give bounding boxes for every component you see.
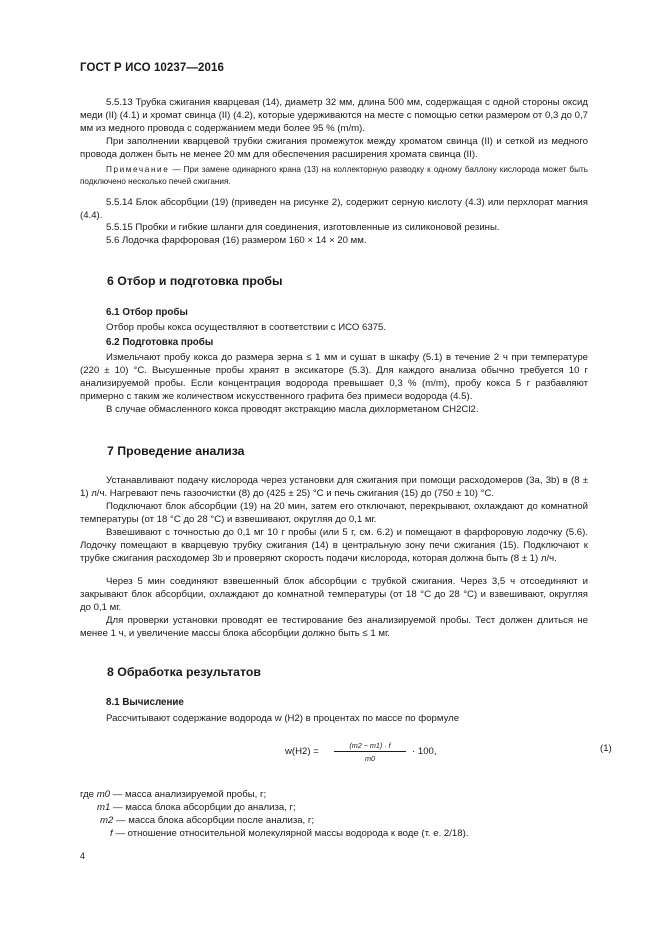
formula-lhs: w(H2) = xyxy=(285,746,319,757)
paragraph-8-1: Рассчитывают содержание водорода w (H2) в процентах по массе по формуле xyxy=(106,713,460,724)
formula-fraction xyxy=(334,741,406,763)
note-label: Примечание xyxy=(106,165,170,174)
paragraph-6-2: Измельчают пробу кокса до размера зерна ≤ 1 мм и сушат в шкафу (5.1) в течение 2 ч при температуре (220 ± 10) °C. Высушенные пробы хранят в эксикаторе (5.3). Для каждого анализа обычно требуется 10 г анализируемой пробы. Если концентрация водорода превышает 0,3 % (m/m), пробу кокса 5 г разбавляют примерно с таким же количеством искусственного графита без примеси водорода (4.5). xyxy=(80,352,588,402)
legend-text: — отношение относительной молекулярной массы водорода к воде (т. е. 2/18). xyxy=(115,828,469,839)
paragraph-5-5-13-fill: При заполнении кварцевой трубки сжигания промежуток между хроматом свинца (II) и сеткой из медного провода должен быть не менее 20 мм для обеспечения расширения хромата свинца (II). xyxy=(80,136,588,160)
section-7-heading: 7 Проведение анализа xyxy=(107,444,245,458)
paragraph-7-4: Через 5 мин соединяют взвешенный блок абсорбции с трубкой сжигания. Через 3,5 ч отсоединяют и закрывают блок абсорбции, охлаждают до комнатной температуры (от 18 °C до 28 °C) и взвешивают, округляя до 0,1 мг. xyxy=(80,576,588,613)
formula-numerator: (m2 − m1) · f xyxy=(334,741,406,752)
paragraph-5-5-14: 5.5.14 Блок абсорбции (19) (приведен на рисунке 2), содержит серную кислоту (4.3) или перхлорат магния (4.4). xyxy=(80,197,588,221)
legend-symbol: f xyxy=(110,828,113,839)
legend-symbol: m1 xyxy=(97,802,111,813)
legend-item-m0 xyxy=(80,789,266,800)
section-6-2-heading: 6.2 Подготовка пробы xyxy=(106,337,214,348)
paragraph-5-5-15: 5.5.15 Пробки и гибкие шланги для соединения, изготовленные из силиконовой резины. xyxy=(106,222,500,233)
legend-lead: где xyxy=(80,789,95,800)
paragraph-5-5-13: 5.5.13 Трубка сжигания кварцевая (14), диаметр 32 мм, длина 500 мм, содержащая с одной стороны оксид меди (II) (4.1) и хромат свинца (II) (4.2), которые удерживаются на месте с помощью сетки размером от 0,3 до 0,7 мм из медного провода с содержанием меди более 95 % (m/m). xyxy=(80,97,588,134)
paragraph-7-5: Для проверки установки проводят ее тестирование без анализируемой пробы. Тест должен длиться не менее 1 ч, и увеличение массы блока абсорбции должно быть ≤ 1 мг. xyxy=(80,615,588,639)
legend-text: — масса анализируемой пробы, г; xyxy=(112,789,267,800)
section-8-heading: 8 Обработка результатов xyxy=(107,665,261,679)
legend-item-f xyxy=(110,828,468,839)
note-text: — При замене одинарного крана (13) на коллекторную разводку к одному баллону кислорода может быть подключено несколько печей сжигания. xyxy=(80,165,588,186)
section-6-heading: 6 Отбор и подготовка пробы xyxy=(107,274,283,288)
paragraph-6-1: Отбор пробы кокса осуществляют в соответствии с ИСО 6375. xyxy=(106,322,387,333)
legend-item-m2 xyxy=(100,815,314,826)
paragraph-7-1: Устанавливают подачу кислорода через установки для сжигания при помощи расходомеров (3а, 3b) в (8 ± 1) л/ч. Нагревают печь газоочистки (8) до (425 ± 25) °C и печь сжигания (15) до (750 ± 10) °C. xyxy=(80,475,588,499)
legend-symbol: m0 xyxy=(96,789,111,800)
page-number: 4 xyxy=(80,851,86,861)
legend-text: — масса блока абсорбции до анализа, г; xyxy=(113,802,296,813)
note xyxy=(80,164,588,188)
legend-text: — масса блока абсорбции после анализа, г; xyxy=(116,815,315,826)
paragraph-7-2: Подключают блок абсорбции (19) на 20 мин, затем его отключают, перекрывают, охлаждают до комнатной температуры (от 18 °C до 28 °C) и взвешивают, округляя до 0,1 мг. xyxy=(80,501,588,525)
legend-item-m1 xyxy=(97,802,296,813)
paragraph-7-3: Взвешивают с точностью до 0,1 мг 10 г пробы (или 5 г, см. 6.2) и помещают в фарфоровую лодочку (5.6). Лодочку помещают в кварцевую трубку сжигания (14) в центральную зону печи сжигания (15). Подключают к трубке сжигания расходомер 3b и проверяют скорость подачи кислорода, которая должна быть (8 ± 1) л/ч. xyxy=(80,527,588,564)
section-6-1-heading: 6.1 Отбор пробы xyxy=(106,307,188,318)
formula xyxy=(285,741,445,771)
paragraph-6-2-oil: В случае обмасленного кокса проводят экстракцию масла дихлорметаном CH2Cl2. xyxy=(106,404,479,415)
paragraph-5-6: 5.6 Лодочка фарфоровая (16) размером 160 × 14 × 20 мм. xyxy=(106,235,367,246)
legend-symbol: m2 xyxy=(100,815,114,826)
section-8-1-heading: 8.1 Вычисление xyxy=(106,697,184,708)
formula-number: (1) xyxy=(600,743,612,754)
formula-denominator: m0 xyxy=(365,754,375,763)
document-header: ГОСТ Р ИСО 10237—2016 xyxy=(80,62,225,74)
formula-rhs: · 100, xyxy=(412,746,437,757)
